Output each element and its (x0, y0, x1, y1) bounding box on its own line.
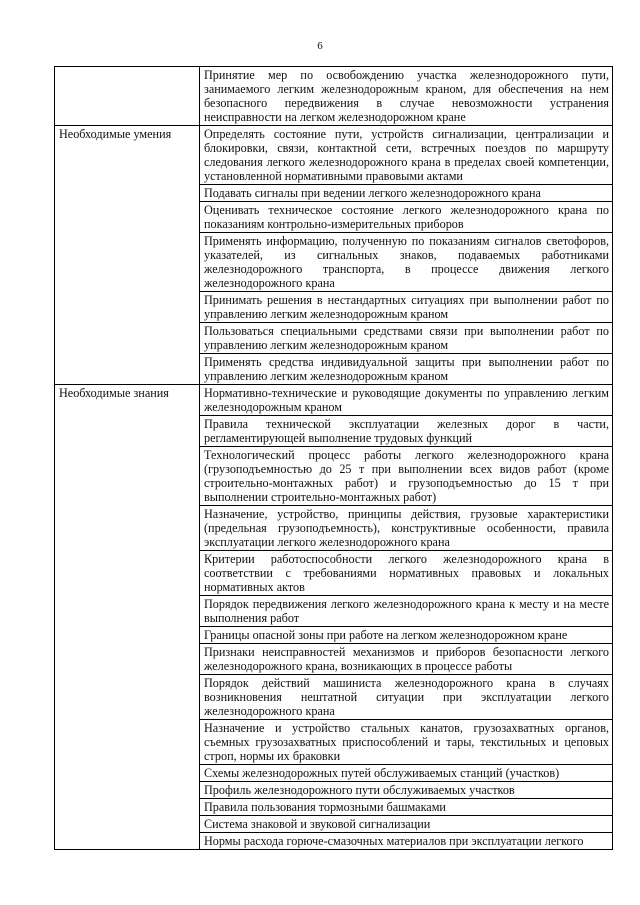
knowledge-label-cell (55, 385, 200, 850)
knowledge-item: Критерии работоспособности легкого железнодорожного крана в соответствии с требованиями нормативных правовых и локальных нормативных актов (200, 551, 613, 596)
skills-label: Необходимые умения (59, 127, 172, 141)
continuation-label-cell (55, 67, 200, 126)
knowledge-item: Система знаковой и звуковой сигнализации (200, 816, 613, 833)
competency-table (54, 66, 613, 850)
knowledge-label: Необходимые знания (59, 386, 169, 400)
page-number: 6 (317, 40, 323, 52)
skills-item: Оценивать техническое состояние легкого железнодорожного крана по показаниям контрольно-измерительных приборов (200, 202, 613, 233)
knowledge-item: Схемы железнодорожных путей обслуживаемых станций (участков) (200, 765, 613, 782)
knowledge-item: Правила пользования тормозными башмаками (200, 799, 613, 816)
knowledge-item: Назначение и устройство стальных канатов, грузозахватных органов, съемных грузозахватных приспособлений и тары, текстильных и цеповых строп, нормы их браковки (200, 720, 613, 765)
knowledge-item: Правила технической эксплуатации железных дорог в части, регламентирующей выполнение трудовых функций (200, 416, 613, 447)
table-row (55, 385, 613, 416)
table-row (55, 126, 613, 185)
skills-item: Принимать решения в нестандартных ситуациях при выполнении работ по управлению легким железнодорожным краном (200, 292, 613, 323)
knowledge-item: Нормы расхода горюче-смазочных материалов при эксплуатации легкого (200, 833, 613, 850)
knowledge-item: Границы опасной зоны при работе на легком железнодорожном кране (200, 627, 613, 644)
continuation-item: Принятие мер по освобождению участка железнодорожного пути, занимаемого легким железнодорожным краном, для обеспечения на нем безопасного передвижения в случае невозможности устранения неисправности на легком железнодорожном кране (200, 67, 613, 126)
knowledge-item: Технологический процесс работы легкого железнодорожного крана (грузоподъемностью до 25 т при выполнении всех видов работ (кроме строительно-монтажных работ) и грузоподъемностью до 15 т при выполнении строительно-монтажных работ) (200, 447, 613, 506)
skills-label-cell (55, 126, 200, 385)
table-row (55, 67, 613, 126)
skills-item: Применять средства индивидуальной защиты при выполнении работ по управлению легким железнодорожным краном (200, 354, 613, 385)
skills-item: Подавать сигналы при ведении легкого железнодорожного крана (200, 185, 613, 202)
table-body (55, 67, 613, 850)
knowledge-item: Профиль железнодорожного пути обслуживаемых участков (200, 782, 613, 799)
knowledge-item: Нормативно-технические и руководящие документы по управлению легким железнодорожным краном (200, 385, 613, 416)
skills-item: Применять информацию, полученную по показаниям сигналов светофоров, указателей, из сигнальных знаков, подаваемых работниками железнодорожного транспорта, в процессе движения легкого железнодорожного крана (200, 233, 613, 292)
knowledge-item: Признаки неисправностей механизмов и приборов безопасности легкого железнодорожного крана, возникающих в процессе работы (200, 644, 613, 675)
knowledge-item: Порядок действий машиниста железнодорожного крана в случаях возникновения нештатной ситуации при эксплуатации легкого железнодорожного крана (200, 675, 613, 720)
skills-item: Пользоваться специальными средствами связи при выполнении работ по управлению легким железнодорожным краном (200, 323, 613, 354)
knowledge-item: Назначение, устройство, принципы действия, грузовые характеристики (предельная грузоподъемность), конструктивные особенности, правила эксплуатации легкого железнодорожного крана (200, 506, 613, 551)
skills-item: Определять состояние пути, устройств сигнализации, централизации и блокировки, связи, контактной сети, встречных поездов по маршруту следования легкого железнодорожного крана в пределах своей компетенции, установленной нормативными правовыми актами (200, 126, 613, 185)
knowledge-item: Порядок передвижения легкого железнодорожного крана к месту и на месте выполнения работ (200, 596, 613, 627)
